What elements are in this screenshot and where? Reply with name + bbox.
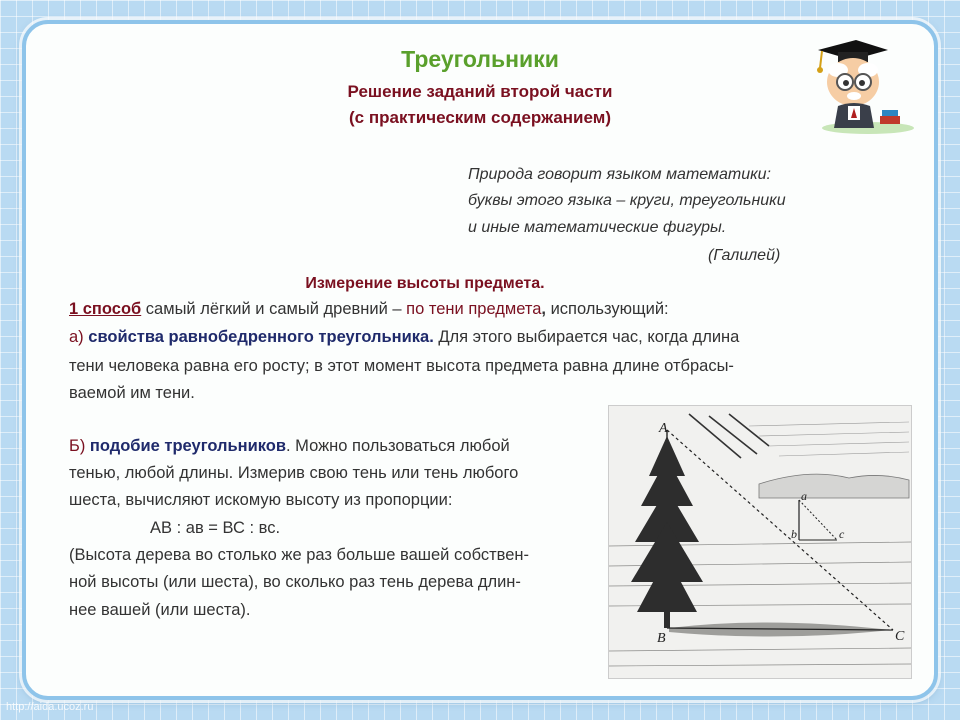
item-a-text: Для этого выбирается час, когда длина — [433, 328, 740, 346]
method1-line-2 — [69, 328, 739, 347]
section-heading: Измерение высоты предмета. — [305, 275, 545, 292]
item-a-bold: свойства равнобедренного треугольника. — [88, 328, 434, 346]
label-a: a — [801, 489, 807, 503]
label-A: A — [659, 421, 668, 436]
method1-line-4: ваемой им тени. — [69, 384, 195, 402]
method2-line-1 — [69, 437, 510, 456]
tree-shadow-illustration — [608, 405, 912, 679]
quote-line-2: буквы этого языка – круги, треугольники — [468, 192, 786, 209]
method1-highlight: по тени предмета — [406, 300, 542, 318]
method1-text: самый лёгкий и самый древний – — [141, 300, 407, 318]
label-b: b — [791, 527, 797, 541]
subtitle-line-2: (с практическим содержанием) — [349, 108, 611, 127]
method2-line-2: тенью, любой длины. Измерив свою тень или тень любого — [69, 464, 519, 482]
method1-label: 1 способ — [69, 300, 142, 318]
subtitle-line-1: Решение заданий второй части — [347, 82, 613, 101]
professor-mascot-icon — [808, 36, 916, 136]
item-b-text: . Можно пользоваться любой — [286, 437, 510, 455]
proportion-formula: АВ : ав = ВС : вс. — [150, 519, 281, 537]
watermark: http://aida.ucoz.ru — [6, 701, 94, 713]
quote-line-1: Природа говорит языком математики: — [468, 166, 771, 183]
method1-text-2: использующий: — [546, 300, 669, 318]
method2-line-6: ной высоты (или шеста), во сколько раз тень дерева длин- — [69, 573, 521, 591]
comma: , — [541, 300, 546, 318]
slide-title: Треугольники — [401, 46, 559, 72]
quote-author: (Галилей) — [708, 247, 781, 264]
item-a-label: а) — [69, 328, 84, 346]
label-B: B — [657, 631, 666, 646]
label-C: C — [895, 629, 905, 644]
method1-line-3: тени человека равна его росту; в этот момент высота предмета равна длине отбрасы- — [69, 357, 734, 375]
quote-line-3: и иные математические фигуры. — [468, 219, 727, 236]
label-c: c — [839, 527, 845, 541]
item-b-label: Б) — [69, 437, 86, 455]
method2-line-5: (Высота дерева во столько же раз больше вашей собствен- — [69, 546, 530, 564]
method1-line-1 — [69, 300, 669, 319]
item-b-bold: подобие треугольников — [89, 437, 287, 455]
method2-line-3: шеста, вычисляют искомую высоту из пропорции: — [69, 491, 453, 509]
method2-line-7: нее вашей (или шеста). — [69, 601, 251, 619]
